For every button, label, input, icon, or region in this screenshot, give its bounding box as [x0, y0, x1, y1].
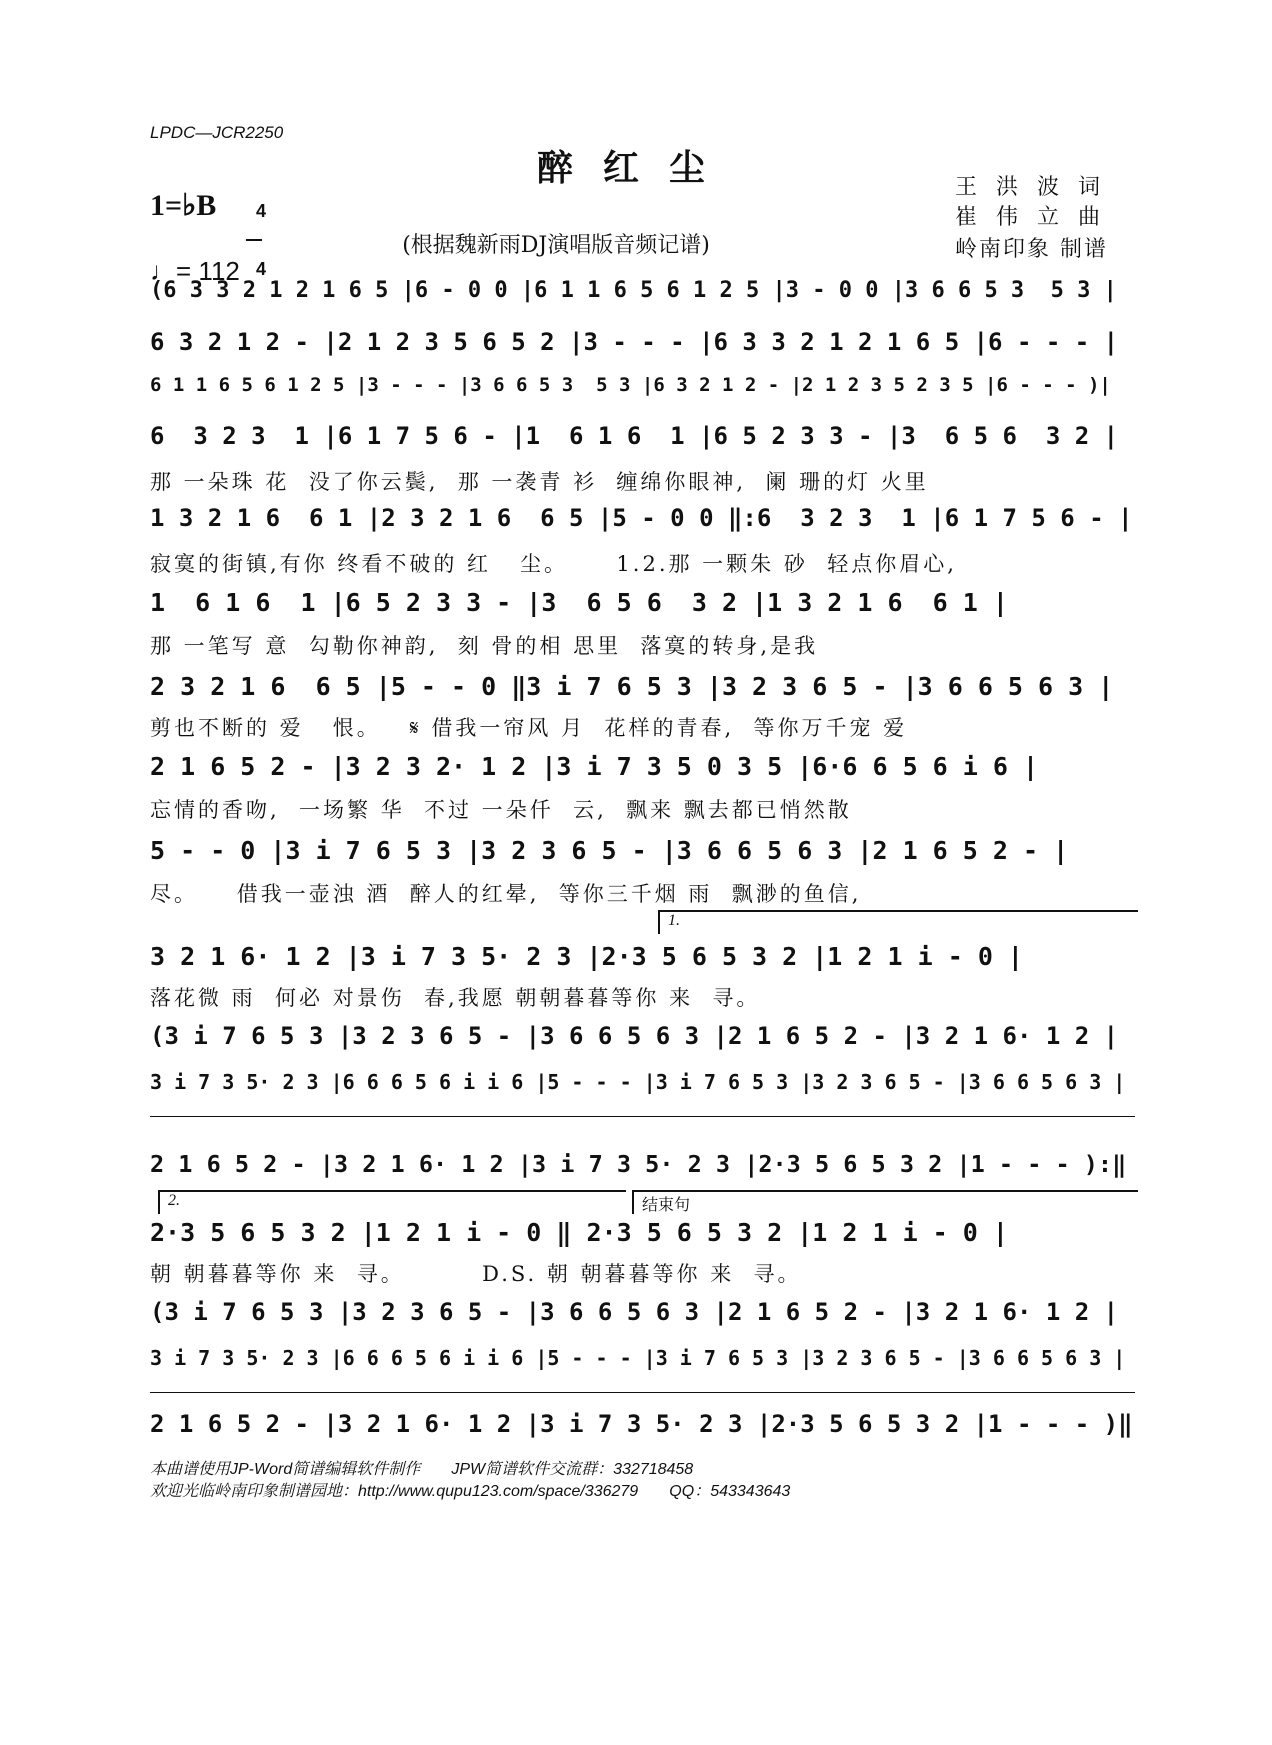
lyric-line-7: 剪也不断的 爱 恨。 𝄋 借我一帘风 月 花样的青春, 等你万千宠 爱 — [150, 716, 908, 740]
arranger-credit: 岭南印象 制谱 — [955, 237, 1108, 262]
notation-line-8: 2 1 6 5 2 - |3 2 3 2· 1 2 |3 i 7 3 5 0 3 5 |6·6 6 5 6 i 6 | — [150, 752, 1039, 781]
notation-line-11: (3 i 7 6 5 3 |3 2 3 6 5 - |3 6 6 5 6 3 |2 1 6 5 2 - |3 2 1 6· 1 2 | — [150, 1022, 1119, 1050]
notation-line-2: 6 3 2 1 2 - |2 1 2 3 5 6 5 2 |3 - - - |6 3 3 2 1 2 1 6 5 |6 - - - | — [150, 328, 1119, 356]
notation-line-16: 3 i 7 3 5· 2 3 |6 6 6 5 6 i i 6 |5 - - - |3 i 7 6 5 3 |3 2 3 6 5 - |3 6 6 5 6 3 | — [150, 1346, 1126, 1370]
notation-line-6: 1 6 1 6 1 |6 5 2 3 3 - |3 6 5 6 3 2 |1 3 2 1 6 6 1 | — [150, 588, 1008, 617]
score-code: LPDC—JCR2250 — [150, 123, 284, 142]
second-ending-label: 2. — [168, 1192, 180, 1209]
composer-credit: 崔 伟 立 曲 — [955, 205, 1106, 230]
coda-bracket — [632, 1190, 1138, 1214]
notation-line-17: 2 1 6 5 2 - |3 2 1 6· 1 2 |3 i 7 3 5· 2 3 |2·3 5 6 5 3 2 |1 - - - )‖ — [150, 1410, 1133, 1438]
lyric-line-6: 那 一笔写 意 勾勒你神韵, 刻 骨的相 思里 落寞的转身,是我 — [150, 634, 819, 658]
footer-site-note: 欢迎光临岭南印象制谱园地：http://www.qupu123.com/space/336279 QQ：543343643 — [150, 1483, 791, 1500]
song-title: 醉红尘 — [536, 147, 735, 189]
coda-label: 结束句 — [642, 1195, 691, 1214]
lyric-line-5: 寂寞的街镇,有你 终看不破的 红 尘。 1.2.那 一颗朱 砂 轻点你眉心, — [150, 552, 957, 576]
key-signature: 1=♭B — [150, 189, 217, 222]
lyric-line-10: 落花微 雨 何必 对景伤 春,我愿 朝朝暮暮等你 来 寻。 — [150, 986, 761, 1010]
notation-line-7: 2 3 2 1 6 6 5 |5 - - 0 ‖3 i 7 6 5 3 |3 2 3 6 5 - |3 6 6 5 6 3 | — [150, 672, 1114, 701]
meter-top: 4 — [256, 201, 267, 221]
second-ending-bracket — [158, 1190, 626, 1214]
tempo-marking: ♩= 112 — [150, 256, 240, 286]
first-ending-bracket — [658, 910, 1138, 934]
notation-line-10: 3 2 1 6· 1 2 |3 i 7 3 5· 2 3 |2·3 5 6 5 3 2 |1 2 1 i - 0 | — [150, 942, 1023, 971]
lyricist-credit: 王 洪 波 词 — [955, 175, 1106, 200]
notation-line-13: 2 1 6 5 2 - |3 2 1 6· 1 2 |3 i 7 3 5· 2 3 |2·3 5 6 5 3 2 |1 - - - ):‖ — [150, 1150, 1127, 1178]
lyric-line-4: 那 一朵珠 花 没了你云鬓, 那 一袭青 衫 缠绵你眼神, 阑 珊的灯 火里 — [150, 470, 929, 494]
lyric-line-14: 朝 朝暮暮等你 来 寻。 D.S. 朝 朝暮暮等你 来 寻。 — [150, 1262, 802, 1286]
lyric-line-8: 忘情的香吻, 一场繁 华 不过 一朵仟 云, 飘来 飘去都已悄然散 — [150, 798, 852, 822]
notation-line-3: 6 1 1 6 5 6 1 2 5 |3 - - - |3 6 6 5 3 5 3 |6 3 2 1 2 - |2 1 2 3 5 2 3 5 |6 - - - )| — [150, 374, 1111, 396]
notation-line-14: 2·3 5 6 5 3 2 |1 2 1 i - 0 ‖ 2·3 5 6 5 3 2 |1 2 1 i - 0 | — [150, 1218, 1008, 1247]
notation-line-5: 1 3 2 1 6 6 1 |2 3 2 1 6 6 5 |5 - 0 0 ‖:6 3 2 3 1 |6 1 7 5 6 - | — [150, 504, 1133, 532]
notation-line-12: 3 i 7 3 5· 2 3 |6 6 6 5 6 i i 6 |5 - - - |3 i 7 6 5 3 |3 2 3 6 5 - |3 6 6 5 6 3 | — [150, 1070, 1126, 1094]
subtitle: (根据魏新雨DJ演唱版音频记谱) — [402, 233, 710, 258]
lyric-line-9: 尽。 借我一壶浊 酒 醉人的红晕, 等你三千烟 雨 飘渺的鱼信, — [150, 882, 862, 906]
notation-line-1: (6 3 3 2 1 2 1 6 5 |6 - 0 0 |6 1 1 6 5 6 1 2 5 |3 - 0 0 |3 6 6 5 3 5 3 | — [150, 278, 1117, 303]
notation-line-9: 5 - - 0 |3 i 7 6 5 3 |3 2 3 6 5 - |3 6 6 5 6 3 |2 1 6 5 2 - | — [150, 836, 1069, 865]
ending-extension-line — [150, 1392, 1135, 1393]
footer-software-note: 本曲谱使用JP-Word简谱编辑软件制作 JPW简谱软件交流群：332718458 — [150, 1461, 694, 1478]
first-ending-extension-line — [150, 1116, 1135, 1117]
first-ending-label: 1. — [668, 912, 680, 929]
notation-line-4: 6 3 2 3 1 |6 1 7 5 6 - |1 6 1 6 1 |6 5 2 3 3 - |3 6 5 6 3 2 | — [150, 422, 1119, 450]
meter-bottom: 4 — [256, 259, 267, 279]
notation-line-15: (3 i 7 6 5 3 |3 2 3 6 5 - |3 6 6 5 6 3 |2 1 6 5 2 - |3 2 1 6· 1 2 | — [150, 1298, 1119, 1326]
